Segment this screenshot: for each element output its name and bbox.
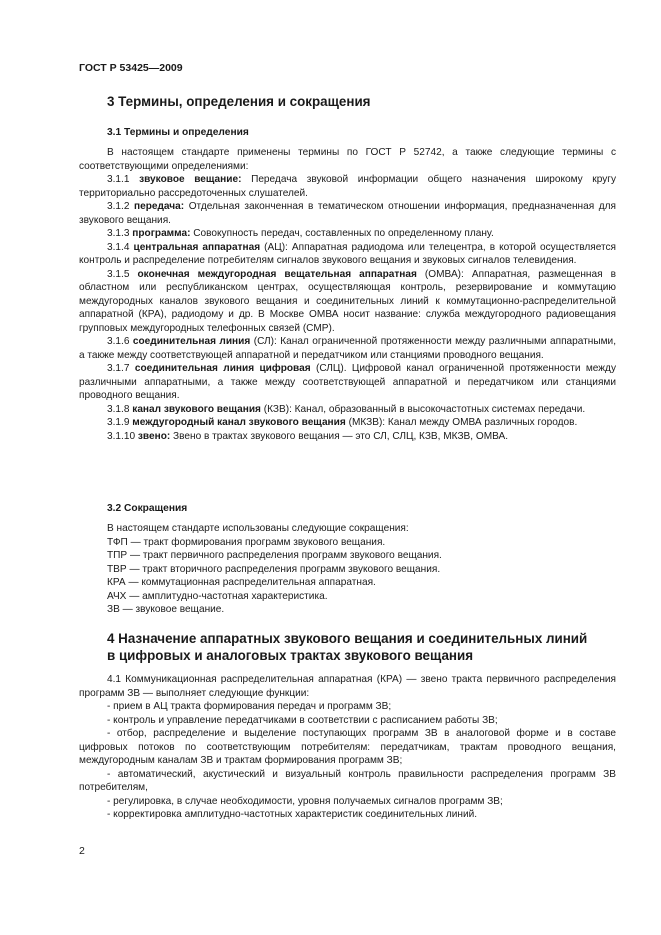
term-definition: (АЦ): Аппаратная радиодома или телецентра, в которой осуществляется контроль и распределение потребителям сигналов звукового вещания и звуковых сигналов телевидения. [79,241,616,266]
abbreviation-term: ЗВ [107,604,120,615]
document-id-header: ГОСТ Р 53425—2009 [79,62,183,74]
term-number: 3.1.3 [107,228,130,239]
term-definition: Передача звуковой информации общего назначения широкому кругу территориально рассредоточенных слушателей. [79,174,616,199]
subsection-3-1-title: 3.1 Термины и определения [107,127,249,138]
term-name: соединительная линия цифровая [134,363,311,374]
term-name: междугородный канал звукового вещания [132,417,346,428]
term-item [79,335,616,362]
term-name: передача: [134,201,185,212]
subsection-3-2-title: 3.2 Сокращения [107,503,188,514]
abbreviation-term: ТФП [107,536,128,548]
term-number: 3.1.9 [107,417,130,428]
term-item [79,227,616,241]
term-number: 3.1.1 [107,174,130,185]
abbreviation-term: АЧХ [107,590,127,602]
term-item [79,416,616,430]
term-definition: Совокупность передач, составленных по определенному плану. [193,228,494,239]
abbreviation-item [79,576,616,590]
term-item [79,362,616,403]
abbreviation-definition: — звуковое вещание. [122,604,225,615]
term-item [79,200,616,227]
term-number: 3.1.7 [107,363,130,374]
abbreviation-item [79,563,616,577]
page-number: 2 [79,845,85,857]
term-item [79,241,616,268]
abbreviation-term: ТПР [107,550,128,561]
term-definition: (СЛЦ). Цифровой канал ограниченной протяженности между различными аппаратными, а также между соответствующей аппаратной и передатчиком или станциями проводного вещания. [79,363,616,401]
abbreviations-intro: В настоящем стандарте использованы следующие сокращения: [107,523,409,534]
abbreviation-item [79,590,616,604]
function-item: - регулировка, в случае необходимости, уровня получаемых сигналов программ ЗВ; [107,795,503,807]
section-4-title [107,630,587,664]
section-4-intro: 4.1 Коммуникационная распределительная аппаратная (КРА) — звено тракта первичного распределения программ ЗВ — выполняет следующие функции: [79,674,616,699]
function-item: - корректировка амплитудно-частотных характеристик соединительных линий. [107,809,478,820]
abbreviation-definition: — тракт вторичного распределения программ звукового вещания. [129,563,441,575]
abbreviation-definition: — тракт первичного распределения программ звукового вещания. [129,550,442,561]
term-name: канал звукового вещания [132,403,261,415]
abbreviation-definition: — амплитудно-частотная характеристика. [129,590,328,602]
term-number: 3.1.5 [107,268,130,280]
section-3-title: 3 Термины, определения и сокращения [107,94,371,109]
term-name: программа: [132,228,191,239]
abbreviation-definition: — коммутационная распределительная аппаратная. [128,577,376,588]
abbreviation-term: ТВР [107,563,127,575]
term-item [79,430,616,444]
section-4-body [79,673,616,822]
function-item: - прием в АЦ тракта формирования передач и программ ЗВ; [107,701,392,712]
term-name: соединительная линия [132,336,251,347]
term-definition: (КЗВ): Канал, образованный в высокочастотных системах передачи. [263,403,586,415]
abbreviation-item [79,536,616,550]
term-name: центральная аппаратная [133,241,261,253]
term-definition: (СЛ): Канал ограниченной протяженности между различными аппаратными, а также между соответствующей аппаратной и передатчиком или станциями проводного вещания. [79,336,616,361]
terms-intro: В настоящем стандарте применены термины по ГОСТ Р 52742, а также следующие термины с соответствующими определениями: [79,147,616,172]
term-number: 3.1.4 [107,241,130,253]
abbreviations-block [79,522,616,617]
term-number: 3.1.2 [107,201,130,212]
term-definition: (МКЗВ): Канал между ОМВА различных городов. [348,417,578,428]
function-item: - контроль и управление передатчиками в соответствии с расписанием работы ЗВ; [107,714,498,726]
section-4-title-line2: в цифровых и аналоговых трактах звукового вещания [107,648,474,663]
term-name: звуковое вещание: [139,174,242,185]
term-name: оконечная междугородная вещательная аппаратная [137,268,417,280]
term-item [79,173,616,200]
terms-block [79,146,616,443]
function-item: - отбор, распределение и выделение поступающих программ ЗВ в аналоговой форме и в составе цифровых потоков по соответствующим потребителям: передатчикам, трактам проводного вещания, междугородным каналам ЗВ и трактам формирования программ ЗВ; [79,728,616,766]
abbreviation-item [79,603,616,617]
abbreviation-definition: — тракт формирования программ звукового вещания. [130,536,386,548]
term-number: 3.1.6 [107,336,130,347]
term-number: 3.1.8 [107,403,130,415]
term-name: звено: [137,430,171,442]
term-definition: (ОМВА): Аппаратная, размещенная в областном или республиканском центрах, осуществляющая контроль, резервирование и коммутацию междугородных каналов звукового вещания и соединительных линий к коммутационно-распределительной аппаратной (КРА), радиодому и др. В Москве ОМВА носит название: служба междугородного радиовещания групповых междугородных телефонных связей (СМР). [79,268,616,334]
term-number: 3.1.10 [107,430,136,442]
term-definition: Отдельная законченная в тематическом отношении информация, предназначенная для звукового вещания. [79,201,616,226]
section-4-title-line1: 4 Назначение аппаратных звукового вещания и соединительных линий [107,631,588,646]
term-item [79,268,616,336]
term-item [79,403,616,417]
function-item: - автоматический, акустический и визуальный контроль правильности распределения программ ЗВ потребителям, [79,768,616,793]
abbreviation-term: КРА [107,577,126,588]
term-definition: Звено в трактах звукового вещания — это СЛ, СЛЦ, КЗВ, МКЗВ, ОМВА. [173,430,509,442]
abbreviation-item [79,549,616,563]
